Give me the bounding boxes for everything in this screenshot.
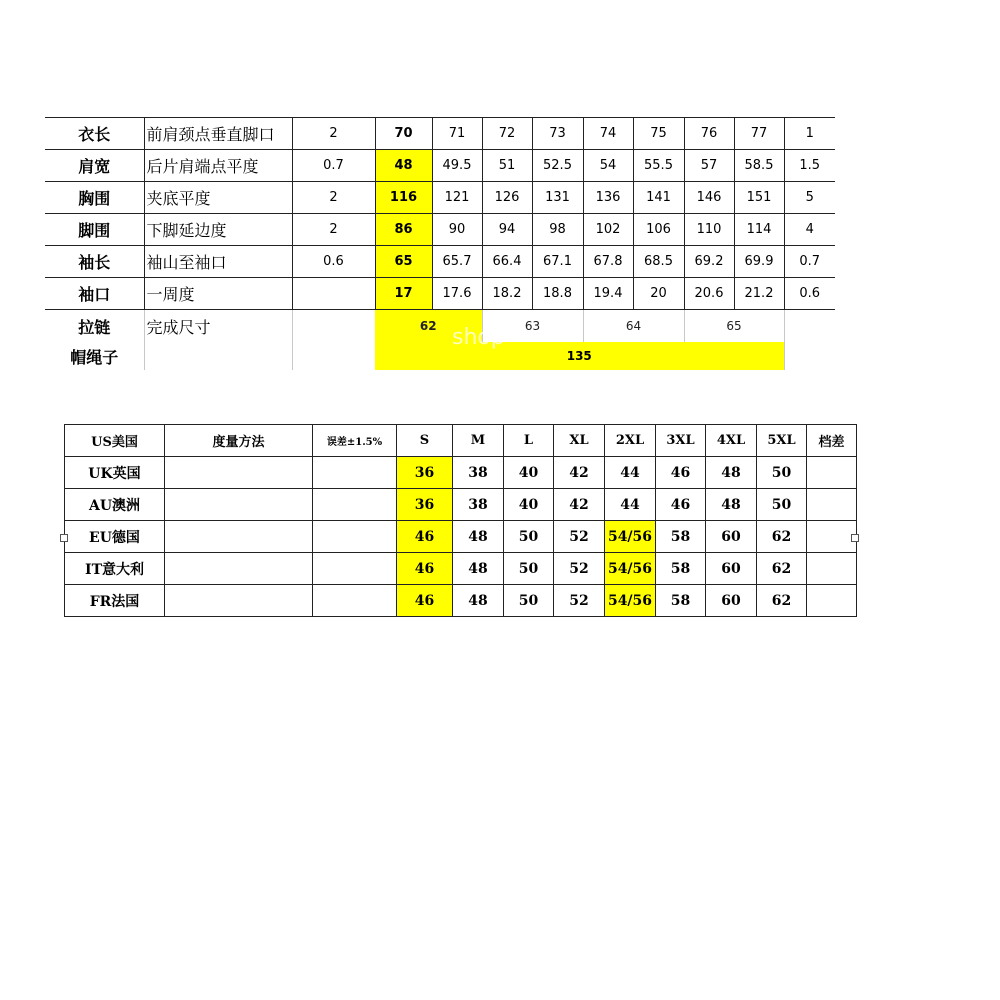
- conversion-row: [65, 553, 857, 585]
- tolerance-value: 2: [292, 118, 375, 150]
- size-value: 106: [633, 214, 684, 246]
- size-value: 54: [583, 150, 633, 182]
- measurement-method: 后片肩端点平度: [144, 150, 292, 182]
- size-value: 51: [482, 150, 532, 182]
- converted-size-value: 52: [554, 521, 605, 553]
- size-value: 146: [684, 182, 734, 214]
- converted-size-value: 36: [397, 489, 453, 521]
- size-value: 141: [633, 182, 684, 214]
- tolerance-value: 0.6: [292, 246, 375, 278]
- converted-size-value: 38: [453, 457, 504, 489]
- conversion-row: [65, 521, 857, 553]
- size-value: 67.8: [583, 246, 633, 278]
- converted-size-value: 46: [397, 553, 453, 585]
- tolerance-blank: [313, 489, 397, 521]
- size-value: 136: [583, 182, 633, 214]
- converted-size-value: 54/56: [605, 521, 656, 553]
- converted-size-value: 44: [605, 457, 656, 489]
- grade-value: 1: [784, 118, 835, 150]
- method-blank: [165, 585, 313, 617]
- converted-size-value: 58: [656, 521, 706, 553]
- size-value: 49.5: [432, 150, 482, 182]
- size-value: 151: [734, 182, 784, 214]
- converted-size-value: 40: [504, 457, 554, 489]
- converted-size-value: 44: [605, 489, 656, 521]
- hood-cord-value: 135: [375, 342, 784, 370]
- hood-cord-row: [45, 342, 835, 370]
- size-value: 67.1: [532, 246, 583, 278]
- size-value: 68.5: [633, 246, 684, 278]
- resize-handle-left[interactable]: [60, 534, 68, 542]
- conversion-row: [65, 489, 857, 521]
- converted-size-value: 50: [504, 553, 554, 585]
- converted-size-value: 52: [554, 553, 605, 585]
- region-label: IT意大利: [65, 553, 165, 585]
- converted-size-value: 48: [453, 521, 504, 553]
- size-value: 57: [684, 150, 734, 182]
- size-conversion-table: [64, 424, 857, 617]
- zipper-method: 完成尺寸: [144, 310, 292, 343]
- size-value: 69.9: [734, 246, 784, 278]
- conversion-row: [65, 457, 857, 489]
- region-label: UK英国: [65, 457, 165, 489]
- zipper-value: 65: [684, 310, 784, 343]
- column-header: XL: [554, 425, 605, 457]
- tolerance-blank: [313, 553, 397, 585]
- size-value: 52.5: [532, 150, 583, 182]
- converted-size-value: 50: [757, 489, 807, 521]
- size-value: 69.2: [684, 246, 734, 278]
- converted-size-value: 58: [656, 585, 706, 617]
- converted-size-value: 50: [504, 521, 554, 553]
- size-value: 131: [532, 182, 583, 214]
- measurement-label: 肩宽: [45, 150, 144, 182]
- zipper-value: 62: [375, 310, 482, 343]
- tolerance-blank: [313, 585, 397, 617]
- grade-value: 5: [784, 182, 835, 214]
- size-value: 116: [375, 182, 432, 214]
- converted-size-value: 60: [706, 521, 757, 553]
- measurement-row: [45, 246, 835, 278]
- size-value: 114: [734, 214, 784, 246]
- column-header: 3XL: [656, 425, 706, 457]
- grade-blank: [807, 521, 857, 553]
- converted-size-value: 60: [706, 553, 757, 585]
- size-value: 98: [532, 214, 583, 246]
- column-header: M: [453, 425, 504, 457]
- size-value: 76: [684, 118, 734, 150]
- size-value: 74: [583, 118, 633, 150]
- size-value: 70: [375, 118, 432, 150]
- size-value: 126: [482, 182, 532, 214]
- hood-cord-label: 帽绳子: [70, 347, 119, 367]
- column-header: 度量方法: [165, 425, 313, 457]
- converted-size-value: 46: [397, 521, 453, 553]
- resize-handle-right[interactable]: [851, 534, 859, 542]
- size-value: 55.5: [633, 150, 684, 182]
- zipper-value: 64: [583, 310, 684, 343]
- grade-blank: [807, 553, 857, 585]
- hood-cord-tolerance: [292, 342, 375, 370]
- method-blank: [165, 489, 313, 521]
- measurement-method: 袖山至袖口: [144, 246, 292, 278]
- size-value: 20: [633, 278, 684, 310]
- converted-size-value: 46: [397, 585, 453, 617]
- measurement-row: [45, 214, 835, 246]
- converted-size-value: 42: [554, 457, 605, 489]
- watermark-text: shop: [452, 325, 505, 350]
- converted-size-value: 62: [757, 585, 807, 617]
- measurement-row: [45, 278, 835, 310]
- region-label: EU德国: [65, 521, 165, 553]
- converted-size-value: 48: [453, 553, 504, 585]
- size-value: 71: [432, 118, 482, 150]
- tolerance-value: 2: [292, 214, 375, 246]
- converted-size-value: 46: [656, 489, 706, 521]
- zipper-row: [45, 310, 835, 343]
- size-conversion-table-body: [65, 425, 857, 617]
- size-value: 110: [684, 214, 734, 246]
- tolerance-blank: [313, 521, 397, 553]
- size-value: 58.5: [734, 150, 784, 182]
- conversion-row: [65, 585, 857, 617]
- method-blank: [165, 457, 313, 489]
- size-value: 90: [432, 214, 482, 246]
- converted-size-value: 46: [656, 457, 706, 489]
- converted-size-value: 36: [397, 457, 453, 489]
- tolerance-blank: [313, 457, 397, 489]
- column-header: 档差: [807, 425, 857, 457]
- region-label: FR法国: [65, 585, 165, 617]
- measurement-label: 袖口: [45, 278, 144, 310]
- grade-value: 1.5: [784, 150, 835, 182]
- region-label: AU澳洲: [65, 489, 165, 521]
- size-value: 18.2: [482, 278, 532, 310]
- converted-size-value: 62: [757, 521, 807, 553]
- grade-value: 0.6: [784, 278, 835, 310]
- converted-size-value: 54/56: [605, 585, 656, 617]
- zipper-tolerance: [292, 310, 375, 343]
- column-header: S: [397, 425, 453, 457]
- column-header: 4XL: [706, 425, 757, 457]
- measurement-method: 夹底平度: [144, 182, 292, 214]
- grade-blank: [807, 585, 857, 617]
- tolerance-value: [292, 278, 375, 310]
- size-value: 73: [532, 118, 583, 150]
- converted-size-value: 40: [504, 489, 554, 521]
- converted-size-value: 50: [757, 457, 807, 489]
- converted-size-value: 54/56: [605, 553, 656, 585]
- measurement-method: 下脚延边度: [144, 214, 292, 246]
- converted-size-value: 42: [554, 489, 605, 521]
- converted-size-value: 48: [706, 457, 757, 489]
- converted-size-value: 48: [706, 489, 757, 521]
- size-value: 75: [633, 118, 684, 150]
- grade-blank: [807, 457, 857, 489]
- conversion-header-row: [65, 425, 857, 457]
- measurement-label: 衣长: [45, 118, 144, 150]
- tolerance-value: 0.7: [292, 150, 375, 182]
- measurement-table-body: [45, 118, 835, 371]
- size-value: 65: [375, 246, 432, 278]
- column-header: L: [504, 425, 554, 457]
- measurement-method: 一周度: [144, 278, 292, 310]
- size-value: 48: [375, 150, 432, 182]
- size-value: 18.8: [532, 278, 583, 310]
- method-blank: [165, 553, 313, 585]
- size-value: 17: [375, 278, 432, 310]
- size-value: 94: [482, 214, 532, 246]
- measurement-row: [45, 150, 835, 182]
- size-value: 17.6: [432, 278, 482, 310]
- hood-cord-blank: [784, 342, 835, 370]
- size-value: 72: [482, 118, 532, 150]
- size-value: 86: [375, 214, 432, 246]
- measurement-table: [45, 117, 835, 370]
- grade-value: 4: [784, 214, 835, 246]
- column-header: US美国: [65, 425, 165, 457]
- measurement-label: 袖长: [45, 246, 144, 278]
- tolerance-value: 2: [292, 182, 375, 214]
- size-value: 65.7: [432, 246, 482, 278]
- zipper-label: 拉链: [78, 317, 111, 337]
- grade-blank: [807, 489, 857, 521]
- measurement-label: 胸围: [45, 182, 144, 214]
- zipper-blank: [784, 310, 835, 343]
- zipper-value: 63: [482, 310, 583, 343]
- column-header: 2XL: [605, 425, 656, 457]
- converted-size-value: 48: [453, 585, 504, 617]
- measurement-method: 前肩颈点垂直脚口: [144, 118, 292, 150]
- measurement-row: [45, 118, 835, 150]
- converted-size-value: 50: [504, 585, 554, 617]
- column-header: 误差±1.5%: [313, 425, 397, 457]
- size-value: 20.6: [684, 278, 734, 310]
- size-value: 77: [734, 118, 784, 150]
- size-value: 102: [583, 214, 633, 246]
- measurement-row: [45, 182, 835, 214]
- column-header: 5XL: [757, 425, 807, 457]
- size-value: 19.4: [583, 278, 633, 310]
- converted-size-value: 60: [706, 585, 757, 617]
- grade-value: 0.7: [784, 246, 835, 278]
- size-value: 21.2: [734, 278, 784, 310]
- method-blank: [165, 521, 313, 553]
- size-value: 66.4: [482, 246, 532, 278]
- size-value: 121: [432, 182, 482, 214]
- hood-cord-method: [144, 342, 292, 370]
- converted-size-value: 62: [757, 553, 807, 585]
- converted-size-value: 52: [554, 585, 605, 617]
- converted-size-value: 38: [453, 489, 504, 521]
- measurement-label: 脚围: [45, 214, 144, 246]
- converted-size-value: 58: [656, 553, 706, 585]
